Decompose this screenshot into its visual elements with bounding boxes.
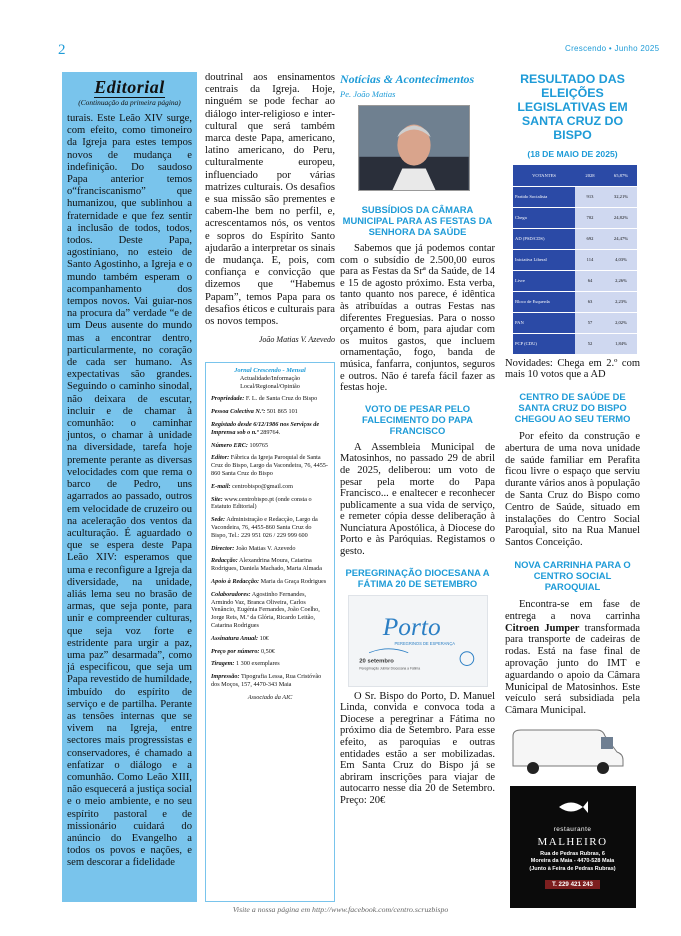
article-title: CENTRO DE SAÚDE DE SANTA CRUZ DO BISPO CHEGOU AO SEU TERMO — [514, 391, 631, 425]
masthead-entry: Colaboradores: Agostinho Fernandes, Armindo Vaz, Branca Oliveira, Carlos Venâncio, Eugénia Fernandes, João Coelho, Jorge Reis, M.ª da Glória, Ricardo Leitão, Catarina Rodrigues — [211, 590, 320, 629]
editorial-body-continued: doutrinal aos ensinamentos centrais da Igreja. Hoje, ninguém se pode fechar ao diálogo inter-religioso e inter-cultural que será também marca deste Papa, americano, latino americano, do Peru, culturalmente europeu, influenciado por várias matrizes culturais. Os desafios e sua missão são prementes e cabem-lhe bem no perfil, e, acrescentamos nós, os ventos e sopros do Espírito Santo ajudarão a interpretar os sinais de mudança. E, pois, com confiança e convicção que dizemos que “Habemus Papam”, temos Papa para os desafios éticos e culturais para os novos tempos. — [205, 72, 335, 328]
article-body: A Assembleia Municipal de Matosinhos, no passado 29 de abril de 2025, deliberou: um voto de pesar pela morte do Papa Francisco... e enaltecer e reconhecer publicamente a sua vida de serviço, e remeter cópia desse deliberação à Nunciatura Apostólica, à Diocese do Porto e às Paróquias. Registamos o gesto. — [340, 441, 495, 558]
results-row — [513, 270, 637, 291]
article-title: NOVA CARRINHA PARA O CENTRO SOCIAL PAROQUIAL — [514, 559, 631, 593]
article-body: O Sr. Bispo do Porto, D. Manuel Linda, convida e convoca toda a Diocese a peregrinar a Fátima no próximo dia de Setembro. Para esse efeito, as paroquias e outras entidades estão a ser mobilizadas. Em Santa Cruz do Bispo já se abriram inscrições para viajar de autocarro nesse dia 20 de Setembro. Preço: 20€ — [340, 690, 495, 806]
masthead-entry: Assinatura Anual: 10€ — [211, 634, 269, 642]
results-row — [513, 312, 637, 333]
results-column — [505, 72, 640, 908]
results-cell: 24,47% — [605, 228, 637, 249]
masthead-entry: Tiragem: 1 300 exemplares — [211, 660, 280, 668]
masthead-entry: Número ERC: 109765 — [211, 441, 269, 449]
results-cell: 52 — [575, 333, 605, 354]
editorial-title: Editorial — [94, 77, 165, 97]
masthead-box — [205, 362, 335, 902]
masthead-line: Local/Regional/Opinião — [240, 382, 300, 390]
editorial-signature: João Matias V. Azevedo — [258, 335, 335, 345]
results-cell: Livre — [513, 270, 575, 291]
editorial-continuation — [205, 72, 335, 344]
article-title: PEREGRINAÇÃO DIOCESANA A FÁTIMA 20 DE SETEMBRO — [345, 566, 490, 589]
results-title: RESULTADO DAS ELEIÇÕES LEGISLATIVAS EM SANTA CRUZ DO BISPO — [517, 72, 628, 142]
masthead-entry: Sede: Administração e Redacção, Largo da Vacondeira, 76, 4455-860 Santa Cruz do Bispo, Tel.: 229 951 026 / 229 999 600 — [211, 516, 318, 539]
editorial-body: turais. Este Leão XIV surge, com efeito, como timoneiro da Igreja para estes tempos novos de mudança e indefinição. Do saudoso Papa anterior temos o“franciscanismo” que humanizou, que sublinhou a fraternidade e que fez sentir a inclusão de todos, todos, todos. Deste Papa, agostiniano, no esteio de Santo Agostinho, a Igreja e o mundo também esperam o acompanhamento dos tempos novos. Vai guiar-nos na procura da” verdade “e de um Deus ausente do mundo mas a encontrar dentro, particularmente, no coração de cada ser humano. As expectativas são grandes. Seguindo o caminho sinodal, não deixara de escutar, incluir e de chamar à comunhão: o caminhar juntos, o chamar à unidade na diversidade, tarefa hoje premente perante as diversas velocidades com que rema o barco de Pedro, uns agarrados ao passado, outros em velocidade de cruzeiro ou na aceleração dos ventos da aculturação. É aguardado o que se espera deste Papa Leão XIV: esperamos que uma e reconfigure a Igreja da diversidade, na unidade, aliás lema seu no brasão de armas, que seja ponte, para unir e compreender culturas, que seja voz forte e estridente para urgir a paz, uma paz” desarmada”, como já especificou, que seja um Papa revestido de humildade, imbuído do espírito de serviço e de partilha. Perante as tensões internas que se vivem na Igreja, entre sectores mais progressistas e conservadores, é chamado a enfatizar o diálogo e a comunhão. Como Leão XIII, não esquecerá a justiça social e o meio ambiente, e no seu espírito pastoral e de missionário cuidará do anúncio do Evangelho a todos os povos e nações, e sem descorar a fidelidade — [67, 113, 192, 869]
results-date: (18 DE MAIO DE 2025) — [527, 149, 618, 159]
masthead-line: Actualidade/Informação — [239, 374, 301, 382]
fish-logo-icon — [557, 798, 589, 816]
poster-date: 20 setembro — [358, 658, 394, 665]
masthead-entry: Propriedade: F. L. de Santa Cruz do Bispo — [211, 395, 318, 403]
poster-tagline: PEREGRINOS DE ESPERANÇA — [394, 640, 455, 646]
results-cell: AD (PSD/CDS) — [513, 228, 575, 249]
results-row — [513, 207, 637, 228]
poster-subtitle: Peregrinação Jubilar Diocesana a Fátima — [358, 666, 420, 671]
masthead-entry: Editor: Fábrica da Igreja Paroquial de Santa Cruz do Bispo, Largo da Vacondeira, 76, 4455-860 Santa Cruz do Bispo — [211, 454, 328, 477]
results-cell: 64 — [575, 270, 605, 291]
masthead-entry: Director: João Matias V. Azevedo — [211, 544, 296, 552]
news-section-title: Notícias & Acontecimentos — [340, 72, 475, 86]
article-body: Por efeito da construção e abertura de uma nova unidade de saúde familiar em Perafita ficou livre o espaço que serviu durante vários anos à população de Santa Cruz do Bispo como Centro de Saúde, situado em instalações do Centro Social Paroquial, sito na Rua Manuel Santos Conceição. — [505, 431, 640, 549]
ad-name: MALHEIRO — [537, 836, 608, 849]
results-cell: 24,82% — [605, 207, 637, 228]
running-title: Crescendo • Junho 2025 — [565, 44, 660, 53]
masthead-entry: Site: www.centrobispo.pt (onde consta o Estatuto Editorial) — [211, 495, 312, 511]
results-cell: Partido Socialista — [513, 186, 575, 207]
masthead-entry: Preço por número: 0,50€ — [211, 647, 275, 655]
article-title: VOTO DE PESAR PELO FALECIMENTO DO PAPA FRANCISCO — [362, 402, 473, 436]
results-table — [513, 165, 637, 355]
article-body: Encontra-se em fase de entrega a nova carrinha Citroen Jumper transformada para transporte de cadeiras de rodas. Está na fase final de aprovação junto do IMT e aguardando o apoio da Câmara Municipal de Matosinhos. Este veículo será subsidiada pela Câmara Municipal. — [505, 599, 640, 717]
pilgrimage-poster — [348, 595, 488, 687]
results-cell: 2,26% — [605, 270, 637, 291]
masthead-entry: Pessoa Colectiva N.º: 501 865 101 — [211, 408, 298, 416]
results-cell: 114 — [575, 249, 605, 270]
results-cell: VOTANTES — [513, 165, 575, 186]
results-row — [513, 249, 637, 270]
masthead-entry: Registado desde 6/12/1986 nos Serviços de Imprensa sob o n.º 289764. — [211, 420, 320, 436]
results-cell: Chega — [513, 207, 575, 228]
poster-brand: Porto — [382, 611, 441, 641]
results-cell: Iniciativa Liberal — [513, 249, 575, 270]
page-number: 2 — [58, 42, 66, 58]
results-cell: 63 — [575, 291, 605, 312]
results-note: Novidades: Chega em 2.º com mais 10 votos que a AD — [505, 357, 640, 381]
masthead-footer: Associado da AIC — [247, 693, 293, 701]
news-byline: Pe. João Matias — [340, 89, 396, 99]
masthead-entry: Apoio à Redacção: Maria da Graça Rodrigues — [211, 577, 327, 585]
author-portrait — [358, 105, 470, 191]
results-cell: 65,87% — [605, 165, 637, 186]
article-title: SUBSÍDIOS DA CÂMARA MUNICIPAL PARA AS FESTAS DA SENHORA DA SAÚDE — [342, 204, 493, 237]
results-row — [513, 228, 637, 249]
results-cell: 4,03% — [605, 249, 637, 270]
results-cell: PAN — [513, 312, 575, 333]
article-body: Sabemos que já podemos contar com o subsídio de 2.500,00 euros para as Festas da Srª da Saúde, de 14 e 15 de agosto próximo. Esta verba, tanto quanto nos parece, é idêntica às atribuídas a outras Festas nas diferentes Freguesias. Para o nosso orçamento é bom, para ajudar com os muitos gastos, que incluem ornamentação, fogo, banda de música, fanfarra, conjuntos, seguros e outros. Não é tarefa fácil fazer as festas hoje. — [340, 243, 495, 394]
results-cell: 692 — [575, 228, 605, 249]
results-cell: 702 — [575, 207, 605, 228]
results-cell: PCP (CDU) — [513, 333, 575, 354]
ad-phone: T. 229 421 243 — [545, 880, 600, 889]
results-cell: 57 — [575, 312, 605, 333]
masthead-title: Jornal Crescendo - Mensal — [234, 367, 306, 374]
masthead-entry: E-mail: centrobispo@gmail.com — [211, 482, 293, 490]
results-row — [513, 165, 637, 186]
ad-address: Rua de Pedras Rubras, 6 Moreira da Maia - 4470-528 Maia (Junto à Feira de Pedras Rubras) — [529, 851, 616, 872]
results-cell: 913 — [575, 186, 605, 207]
results-cell: 32,21% — [605, 186, 637, 207]
results-row — [513, 333, 637, 354]
results-cell: 2,23% — [605, 291, 637, 312]
editorial-column — [62, 72, 197, 902]
news-column — [340, 72, 495, 807]
ad-label: restaurante — [553, 826, 592, 834]
masthead-entry: Impressão: Tipografia Lessa, Rua Cristóvão dos Moços, 157, 4470-343 Maia — [211, 673, 322, 688]
masthead-entry: Redacção: Alexandrina Moura, Catarina Rodrigues, Daniela Machado, Marta Almada — [211, 557, 322, 573]
van-image — [505, 722, 631, 778]
masthead-entries — [211, 395, 329, 688]
restaurant-ad — [510, 786, 636, 908]
results-cell: Bloco de Esquerda — [513, 291, 575, 312]
results-row — [513, 291, 637, 312]
results-row — [513, 186, 637, 207]
results-cell: 2,02% — [605, 312, 637, 333]
footer-text[interactable]: Visite a nossa página em http://www.facebook.com/centro.scruzbispo — [232, 905, 449, 914]
results-cell: 2028 — [575, 165, 605, 186]
editorial-subtitle: (Continuação da primeira página) — [78, 98, 181, 107]
results-cell: 1,84% — [605, 333, 637, 354]
